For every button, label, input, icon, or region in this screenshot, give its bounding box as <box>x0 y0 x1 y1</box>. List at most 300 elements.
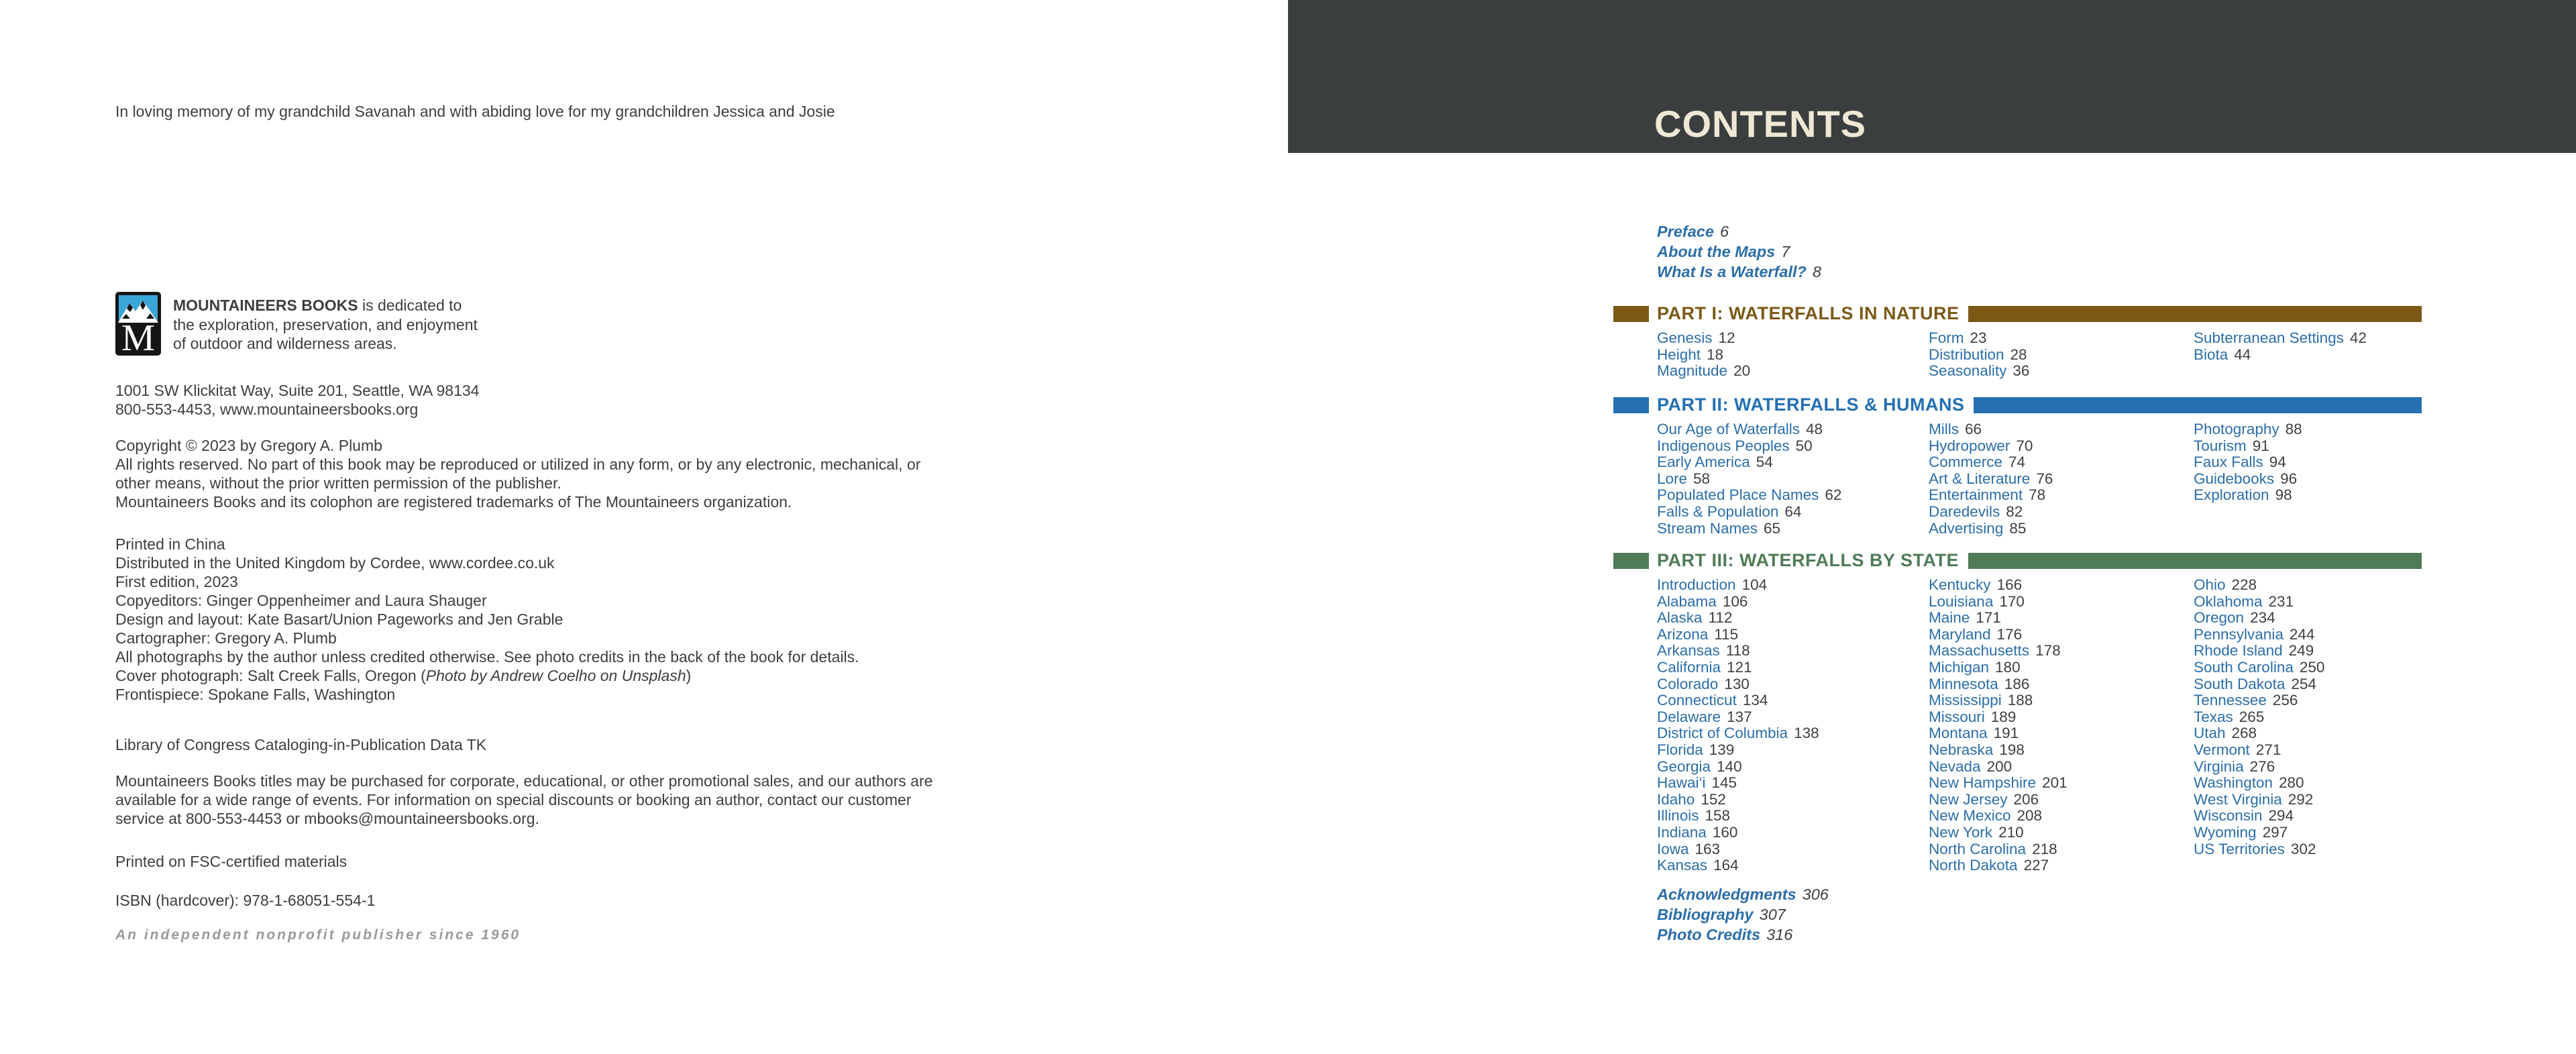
toc-entry <box>2194 454 2422 471</box>
toc-entry-label: Tourism <box>2194 437 2247 454</box>
toc-entry-label: Entertainment <box>1929 486 2023 504</box>
toc-entry-page-number: 138 <box>1794 725 1819 742</box>
isbn-line: ISBN (hardcover): 978-1-68051-554-1 <box>115 892 376 909</box>
toc-entry <box>1929 709 2194 726</box>
toc-entry <box>2194 471 2422 488</box>
toc-entry-page-number: 249 <box>2288 642 2314 660</box>
part-column <box>2194 577 2422 874</box>
toc-entry <box>2194 643 2422 660</box>
toc-entry-label: Early America <box>1657 454 1750 471</box>
toc-entry <box>1657 775 1929 792</box>
toc-entry-label: Oregon <box>2194 609 2245 627</box>
text-line: Copyright © 2023 by Gregory A. Plumb <box>115 437 382 454</box>
toc-entry-page-number: 130 <box>1724 675 1750 692</box>
part-section-3 <box>1613 550 2422 874</box>
toc-entry-page-number: 265 <box>2239 708 2265 725</box>
toc-entry-label: Introduction <box>1657 576 1736 593</box>
toc-entry <box>1929 857 2194 874</box>
toc-entry-page-number: 62 <box>1825 486 1842 504</box>
toc-entry-page-number: 44 <box>2234 346 2251 363</box>
toc-entry <box>2194 742 2422 759</box>
toc-entry-page-number: 6 <box>1719 223 1729 240</box>
toc-entry-page-number: 106 <box>1722 592 1748 610</box>
toc-entry-label: Genesis <box>1657 329 1713 346</box>
toc-entry <box>1929 627 2194 643</box>
toc-entry-page-number: 294 <box>2268 807 2294 825</box>
toc-entry-label: Pennsylvania <box>2194 625 2284 643</box>
toc-entry <box>1657 421 1929 438</box>
toc-entry <box>1929 725 2194 742</box>
toc-entry-label: Stream Names <box>1657 519 1758 537</box>
heading-bar-ornament <box>1968 553 2422 569</box>
text-line: Copyeditors: Ginger Oppenheimer and Laura Shauger <box>115 592 487 609</box>
part-column <box>1657 330 1929 380</box>
toc-entry <box>1929 454 2194 471</box>
toc-entry-page-number: 178 <box>2035 642 2061 660</box>
toc-entry-page-number: 228 <box>2231 576 2257 593</box>
part-column <box>1657 421 1929 537</box>
toc-entry <box>1657 884 1829 904</box>
text-line: Cover photograph: Salt Creek Falls, Oregon (Photo by Andrew Coelho on Unsplash) <box>115 667 692 684</box>
toc-entry-page-number: 163 <box>1695 840 1721 857</box>
toc-entry-label: Maine <box>1929 609 1970 627</box>
toc-entry-page-number: 180 <box>1995 658 2021 676</box>
toc-entry-label: Preface <box>1657 223 1714 240</box>
toc-entry-page-number: 70 <box>2016 437 2033 454</box>
toc-entry <box>1657 330 1929 347</box>
toc-entry <box>2194 709 2422 726</box>
toc-entry-page-number: 292 <box>2288 790 2314 808</box>
toc-entry-label: Illinois <box>1657 807 1699 825</box>
part-section-2 <box>1613 394 2422 537</box>
text-line: All photographs by the author unless credited otherwise. See photo credits in the back of the book for details. <box>115 648 859 666</box>
part-1-columns <box>1613 330 2422 380</box>
toc-entry-label: New York <box>1929 823 1993 841</box>
text-line: First edition, 2023 <box>115 573 238 590</box>
part-section-1 <box>1613 303 2422 380</box>
toc-entry-label: Arizona <box>1657 625 1709 643</box>
toc-entry-label: Lore <box>1657 470 1688 487</box>
toc-entry-page-number: 206 <box>2013 790 2039 808</box>
toc-entry-page-number: 137 <box>1727 708 1752 725</box>
toc-entry-page-number: 12 <box>1718 329 1735 346</box>
toc-entry-label: Kansas <box>1657 857 1708 874</box>
text-line: other means, without the prior written permission of the publisher. <box>115 474 561 492</box>
toc-entry-page-number: 256 <box>2272 692 2298 709</box>
toc-entry-page-number: 121 <box>1727 658 1752 676</box>
toc-entry-label: Minnesota <box>1929 675 1998 692</box>
toc-entry <box>1657 792 1929 808</box>
part-2-columns <box>1613 421 2422 537</box>
toc-entry <box>1657 454 1929 471</box>
toc-entry <box>1929 363 2194 380</box>
toc-entry-label: Wisconsin <box>2194 807 2263 825</box>
toc-entry-label: Daredevils <box>1929 503 2000 520</box>
publisher-address <box>115 381 479 419</box>
toc-entry <box>1929 660 2194 676</box>
text-line: Mountaineers Books titles may be purchased for corporate, educational, or other promotional sales, and our authors are <box>115 772 933 790</box>
toc-entry-label: New Hampshire <box>1929 774 2037 792</box>
toc-entry-label: Exploration <box>2194 486 2269 504</box>
printing-details <box>115 535 859 704</box>
toc-entry <box>1929 825 2194 841</box>
toc-entry-page-number: 64 <box>1784 503 1802 520</box>
toc-entry-page-number: 186 <box>2004 675 2030 692</box>
text-line: MOUNTAINEERS BOOKS is dedicated to <box>173 297 462 314</box>
text-line: All rights reserved. No part of this book may be reproduced or utilized in any form, or by any electronic, mechanical, or <box>115 456 921 473</box>
toc-entry-label: Bibliography <box>1657 906 1754 923</box>
toc-entry-page-number: 104 <box>1741 576 1768 593</box>
toc-entry <box>2194 347 2422 364</box>
toc-entry <box>2194 725 2422 742</box>
toc-entry-page-number: 145 <box>1711 774 1737 792</box>
toc-entry-label: District of Columbia <box>1657 725 1788 742</box>
toc-entry-label: What Is a Waterfall? <box>1657 263 1807 280</box>
toc-entry <box>1929 504 2194 521</box>
part-1-heading-row <box>1613 303 2422 324</box>
publisher-mission <box>173 292 478 354</box>
toc-entry <box>1657 577 1929 594</box>
toc-entry-label: New Mexico <box>1929 807 2011 825</box>
toc-entry <box>1657 759 1929 776</box>
toc-entry-page-number: 91 <box>2252 437 2269 454</box>
toc-entry <box>1929 471 2194 488</box>
toc-entry-label: Kentucky <box>1929 576 1991 593</box>
toc-entry-page-number: 164 <box>1713 857 1739 874</box>
toc-entry <box>1929 742 2194 759</box>
toc-entry-page-number: 158 <box>1705 807 1731 825</box>
toc-entry-page-number: 250 <box>2299 658 2325 676</box>
text-line: available for a wide range of events. For information on special discounts or booking an author, contact our customer <box>115 791 912 808</box>
toc-entry-label: Connecticut <box>1657 692 1737 709</box>
toc-entry-label: Guidebooks <box>2194 470 2275 487</box>
toc-entry-label: Missouri <box>1929 708 1985 725</box>
toc-entry <box>1657 742 1929 759</box>
toc-entry-label: Iowa <box>1657 840 1689 857</box>
toc-entry <box>1657 925 1829 945</box>
toc-entry-label: About the Maps <box>1657 243 1776 260</box>
toc-entry-label: Louisiana <box>1929 592 1994 610</box>
toc-entry-label: Delaware <box>1657 708 1721 725</box>
toc-entry <box>2194 577 2422 594</box>
toc-entry-page-number: 152 <box>1701 790 1726 808</box>
toc-entry-page-number: 201 <box>2042 774 2068 792</box>
toc-entry-page-number: 74 <box>2008 454 2026 471</box>
toc-entry-label: Michigan <box>1929 658 1990 676</box>
toc-entry <box>1657 825 1929 841</box>
toc-entry-page-number: 188 <box>2007 692 2033 709</box>
toc-entry-label: Subterranean Settings <box>2194 329 2344 346</box>
toc-entry-label: Magnitude <box>1657 362 1728 380</box>
toc-entry-page-number: 20 <box>1733 362 1751 380</box>
toc-entry-page-number: 28 <box>2010 346 2027 363</box>
part-3-heading: PART III: WATERFALLS BY STATE <box>1657 550 1959 570</box>
toc-entry-page-number: 276 <box>2249 757 2275 775</box>
toc-entry-page-number: 234 <box>2250 609 2275 627</box>
toc-entry <box>2194 421 2422 438</box>
toc-entry <box>1657 221 1821 242</box>
toc-entry-label: Oklahoma <box>2194 592 2263 610</box>
part-column <box>1929 421 2194 537</box>
toc-entry <box>1929 808 2194 825</box>
part-column <box>2194 330 2422 380</box>
toc-entry <box>2194 676 2422 693</box>
toc-entry-page-number: 307 <box>1759 906 1786 923</box>
toc-entry <box>2194 627 2422 643</box>
toc-entry <box>1929 610 2194 627</box>
toc-entry <box>2194 610 2422 627</box>
part-3-columns <box>1613 577 2422 874</box>
part-3-heading-row <box>1613 550 2422 571</box>
toc-entry-page-number: 36 <box>2012 362 2030 380</box>
toc-entry <box>2194 841 2422 858</box>
toc-entry <box>1657 242 1821 262</box>
toc-entry-label: Colorado <box>1657 675 1719 692</box>
toc-entry-label: Alabama <box>1657 592 1717 610</box>
toc-entry-page-number: 66 <box>1965 421 1982 437</box>
heading-square-ornament <box>1613 397 1649 413</box>
toc-entry <box>1657 262 1821 282</box>
toc-entry <box>1657 660 1929 676</box>
toc-entry <box>1657 347 1929 364</box>
toc-entry-label: Alaska <box>1657 609 1703 627</box>
part-column <box>1657 577 1929 874</box>
toc-entry <box>2194 487 2422 504</box>
toc-entry-label: West Virginia <box>2194 790 2282 808</box>
page-title: CONTENTS <box>1654 103 1866 145</box>
text-line: Frontispiece: Spokane Falls, Washington <box>115 686 396 703</box>
toc-entry-page-number: 302 <box>2290 840 2316 857</box>
toc-entry <box>2194 438 2422 455</box>
toc-entry-label: North Carolina <box>1929 840 2027 857</box>
toc-entry <box>2194 808 2422 825</box>
toc-entry-page-number: 316 <box>1766 926 1793 943</box>
toc-entry-label: Seasonality <box>1929 362 2007 380</box>
toc-entry <box>2194 825 2422 841</box>
toc-entry-page-number: 98 <box>2275 486 2292 504</box>
toc-entry-page-number: 171 <box>1976 609 2001 627</box>
toc-entry <box>1657 643 1929 660</box>
toc-entry-label: Acknowledgments <box>1657 886 1796 903</box>
toc-entry <box>1929 692 2194 709</box>
heading-bar-ornament <box>1968 306 2422 322</box>
text-line: of outdoor and wilderness areas. <box>173 335 397 352</box>
toc-entry-label: Mississippi <box>1929 692 2002 709</box>
toc-entry-page-number: 244 <box>2289 625 2315 643</box>
toc-entry-label: Utah <box>2194 725 2226 742</box>
library-of-congress-line: Library of Congress Cataloging-in-Publication Data TK <box>115 736 487 753</box>
toc-entry-page-number: 268 <box>2231 725 2257 742</box>
toc-entry <box>1929 594 2194 611</box>
toc-entry-label: Falls & Population <box>1657 503 1779 520</box>
part-column <box>2194 421 2422 537</box>
toc-entry-page-number: 18 <box>1707 346 1724 363</box>
toc-entry <box>2194 759 2422 776</box>
toc-entry-page-number: 189 <box>1990 708 2017 725</box>
toc-entry <box>1929 577 2194 594</box>
text-line: the exploration, preservation, and enjoyment <box>173 315 478 333</box>
text-line: Mountaineers Books and its colophon are registered trademarks of The Mountaineers organization. <box>115 493 792 511</box>
toc-entry <box>1657 857 1929 874</box>
toc-entry-page-number: 191 <box>1993 725 2019 742</box>
toc-entry <box>2194 792 2422 808</box>
toc-entry-label: Art & Literature <box>1929 470 2031 487</box>
toc-entry-page-number: 65 <box>1764 519 1781 537</box>
toc-entry-page-number: 48 <box>1806 421 1823 437</box>
text-line: Design and layout: Kate Basart/Union Pageworks and Jen Grable <box>115 611 564 628</box>
toc-entry <box>1657 808 1929 825</box>
toc-entry <box>1657 725 1929 742</box>
toc-entry-label: Massachusetts <box>1929 642 2030 660</box>
toc-entry-page-number: 198 <box>1999 741 2025 758</box>
toc-entry-page-number: 160 <box>1712 823 1738 841</box>
toc-entry <box>1929 676 2194 693</box>
toc-entry-label: Photography <box>2194 421 2279 437</box>
toc-entry <box>1657 709 1929 726</box>
toc-entry-page-number: 82 <box>2006 503 2023 520</box>
toc-entry-label: Georgia <box>1657 757 1711 775</box>
toc-entry-label: Nevada <box>1929 757 1981 775</box>
toc-entry-label: Mills <box>1929 421 1959 437</box>
toc-entry-page-number: 50 <box>1795 437 1813 454</box>
publisher-block <box>115 292 478 356</box>
toc-entry-page-number: 218 <box>2032 840 2057 857</box>
toc-entry-label: Vermont <box>2194 741 2250 758</box>
heading-square-ornament <box>1613 306 1649 322</box>
toc-entry <box>1929 759 2194 776</box>
part-2-heading-row <box>1613 394 2422 415</box>
toc-entry-label: Ohio <box>2194 576 2226 593</box>
toc-entry-page-number: 115 <box>1714 625 1739 643</box>
toc-entry <box>1657 363 1929 380</box>
toc-entry <box>2194 594 2422 611</box>
toc-entry <box>2194 692 2422 709</box>
toc-entry-label: Virginia <box>2194 757 2244 775</box>
toc-entry <box>1929 421 2194 438</box>
toc-entry-label: Arkansas <box>1657 642 1720 660</box>
toc-entry-label: South Carolina <box>2194 658 2294 676</box>
toc-entry-label: Hawai‘i <box>1657 774 1706 792</box>
toc-entry-label: Hydropower <box>1929 437 2010 454</box>
toc-entry <box>1929 775 2194 792</box>
toc-entry-page-number: 23 <box>1970 329 1987 346</box>
mountaineers-books-logo-icon <box>115 292 161 356</box>
copyright-paragraph <box>115 436 920 511</box>
toc-entry-label: Indiana <box>1657 823 1707 841</box>
toc-entry <box>2194 660 2422 676</box>
toc-entry-label: Tennessee <box>2194 692 2267 709</box>
toc-entry-label: Texas <box>2194 708 2233 725</box>
front-matter-list <box>1657 221 1821 282</box>
toc-entry-page-number: 176 <box>1996 625 2023 643</box>
toc-entry-page-number: 166 <box>1996 576 2023 593</box>
back-matter-list <box>1657 884 1829 945</box>
toc-entry-page-number: 280 <box>2278 774 2304 792</box>
toc-entry-page-number: 94 <box>2269 454 2286 471</box>
toc-entry-label: New Jersey <box>1929 790 2008 808</box>
toc-entry <box>1929 438 2194 455</box>
text-line: Distributed in the United Kingdom by Cordee, www.cordee.co.uk <box>115 554 555 572</box>
part-column <box>1929 577 2194 874</box>
toc-entry-page-number: 118 <box>1725 642 1750 660</box>
toc-entry-page-number: 8 <box>1812 263 1821 280</box>
toc-entry-label: Biota <box>2194 346 2229 363</box>
fsc-line: Printed on FSC-certified materials <box>115 853 347 870</box>
toc-entry-label: Our Age of Waterfalls <box>1657 421 1801 437</box>
toc-entry <box>1657 487 1929 504</box>
toc-entry-page-number: 96 <box>2280 470 2298 487</box>
toc-entry-page-number: 231 <box>2268 592 2294 610</box>
toc-entry <box>1929 792 2194 808</box>
toc-entry-label: South Dakota <box>2194 675 2286 692</box>
toc-entry-label: Indigenous Peoples <box>1657 437 1790 454</box>
toc-entry-label: Rhode Island <box>2194 642 2283 660</box>
toc-entry-label: Montana <box>1929 725 1988 742</box>
text-line: 800-553-4453, www.mountaineersbooks.org <box>115 401 419 418</box>
toc-entry-page-number: 134 <box>1742 692 1768 709</box>
text-line: 1001 SW Klickitat Way, Suite 201, Seattle, WA 98134 <box>115 382 480 399</box>
dedication-text: In loving memory of my grandchild Savanah and with abiding love for my grandchildren Jessica and Josie <box>115 103 835 120</box>
toc-entry-page-number: 170 <box>1999 592 2025 610</box>
toc-entry-page-number: 88 <box>2285 421 2302 437</box>
toc-entry-page-number: 58 <box>1693 470 1711 487</box>
toc-entry <box>1657 471 1929 488</box>
toc-entry <box>1657 594 1929 611</box>
toc-entry-page-number: 271 <box>2255 741 2282 758</box>
toc-entry-page-number: 227 <box>2023 857 2049 874</box>
toc-entry <box>1929 330 2194 347</box>
toc-entry-label: Maryland <box>1929 625 1991 643</box>
toc-entry-page-number: 139 <box>1709 741 1735 758</box>
toc-entry <box>1657 627 1929 643</box>
toc-entry <box>2194 775 2422 792</box>
toc-entry-page-number: 76 <box>2036 470 2053 487</box>
toc-entry-label: North Dakota <box>1929 857 2018 874</box>
part-2-heading: PART II: WATERFALLS & HUMANS <box>1657 394 1965 415</box>
toc-entry <box>1657 610 1929 627</box>
toc-entry <box>1657 504 1929 521</box>
toc-entry-page-number: 297 <box>2262 823 2288 841</box>
toc-entry-label: Wyoming <box>2194 823 2257 841</box>
toc-entry <box>2194 330 2422 347</box>
toc-entry-label: Washington <box>2194 774 2273 792</box>
toc-entry-label: Distribution <box>1929 346 2004 363</box>
toc-entry <box>1657 692 1929 709</box>
part-column <box>1929 330 2194 380</box>
text-line: Cartographer: Gregory A. Plumb <box>115 629 337 647</box>
toc-entry-label: Florida <box>1657 741 1703 758</box>
contents-header-band <box>1288 0 2576 153</box>
toc-entry-page-number: 210 <box>1998 823 2024 841</box>
toc-entry-label: Form <box>1929 329 1964 346</box>
toc-entry-page-number: 208 <box>2017 807 2043 825</box>
toc-entry-page-number: 85 <box>2009 519 2027 537</box>
toc-entry <box>1657 438 1929 455</box>
toc-entry-page-number: 42 <box>2349 329 2367 346</box>
publisher-tagline: An independent nonprofit publisher since 1960 <box>115 927 521 943</box>
part-1-heading: PART I: WATERFALLS IN NATURE <box>1657 303 1960 323</box>
toc-entry-page-number: 306 <box>1802 886 1829 903</box>
toc-entry-page-number: 54 <box>1756 454 1773 471</box>
toc-entry <box>1929 347 2194 364</box>
toc-entry-label: US Territories <box>2194 840 2285 857</box>
svg-text:M: M <box>121 317 155 356</box>
heading-bar-ornament <box>1974 397 2422 413</box>
toc-entry-page-number: 140 <box>1717 757 1742 775</box>
toc-entry-label: Faux Falls <box>2194 454 2263 471</box>
toc-entry <box>1657 676 1929 693</box>
toc-entry-page-number: 112 <box>1708 609 1733 627</box>
